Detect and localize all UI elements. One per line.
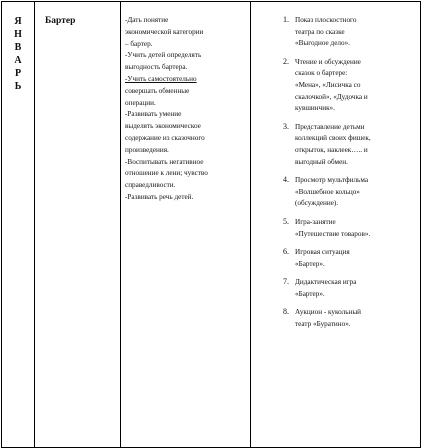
task-line: -Учить детей определять [125, 51, 202, 60]
month-letter: Ь [14, 81, 22, 92]
event-line: выгодный обмен. [295, 157, 348, 166]
event-item [291, 121, 414, 168]
table-row [2, 2, 421, 448]
topic-cell [35, 2, 121, 448]
task-line: экономической категории [125, 27, 204, 36]
event-line: коллекций своих фишек, [295, 134, 371, 143]
task-line: выделять экономическое [125, 122, 201, 131]
event-item [291, 56, 414, 115]
event-line: Дидактическая игра [295, 278, 357, 287]
event-line: «Выгодное дело». [295, 39, 350, 48]
event-line: «Волшебное кольцо» [295, 187, 360, 196]
event-line: кувшинчик». [295, 104, 335, 113]
event-line: «Бартер». [295, 289, 325, 298]
task-line: операции. [125, 98, 156, 107]
tasks-cell [121, 2, 251, 448]
event-item [291, 306, 414, 330]
event-line: Показ плоскостного [295, 16, 357, 24]
month-cell [2, 2, 35, 448]
month-letter: В [14, 42, 22, 53]
task-line: совершать обменные [125, 86, 190, 95]
event-item [291, 216, 414, 240]
task-line: – бартер. [125, 39, 153, 48]
event-line: скалочкой», «Дудочка и [295, 92, 368, 101]
task-line: отношение к лени; чувство [125, 169, 208, 178]
month-letter: Н [14, 29, 22, 40]
month-letter: Я [14, 16, 22, 27]
topic-title: Бартер [45, 16, 76, 26]
task-line: -Развивать умение [125, 110, 182, 119]
task-line: содержание из сказочного [125, 133, 205, 142]
event-line: театра по сказке [295, 27, 345, 36]
event-line: Представление детьми [295, 122, 365, 131]
event-item [291, 246, 414, 270]
event-line: (обсуждение). [295, 199, 339, 208]
event-item [291, 174, 414, 210]
event-line: Игровая ситуация [295, 248, 350, 257]
events-list [251, 2, 420, 331]
task-line: -Развивать речь детей. [125, 192, 194, 201]
event-line: «Бартер». [295, 259, 325, 268]
event-line: Аукцион - кукольный [295, 308, 362, 317]
task-line: -Дать понятие [125, 16, 169, 24]
month-letter: А [14, 55, 22, 66]
event-item [291, 14, 414, 50]
task-line: -Воспитывать негативное [125, 157, 204, 166]
task-line: произведения. [125, 145, 169, 154]
month-letter: Р [14, 68, 22, 79]
lesson-plan-table [1, 1, 421, 448]
event-item [291, 276, 414, 300]
event-line: «Путешествие товаров». [295, 229, 371, 238]
events-ordered-list [251, 2, 420, 331]
event-line: Игра-занятие [295, 217, 336, 226]
event-line: Чтение и обсуждение [295, 57, 361, 66]
event-line: сказок о бартере: [295, 69, 348, 78]
task-line: справедливости. [125, 181, 176, 190]
event-line: Просмотр мультфильма [295, 176, 369, 185]
tasks-list [121, 2, 250, 204]
events-cell [251, 2, 421, 448]
task-line: выгодность бартера. [125, 63, 188, 72]
event-line: «Мена», «Лисичка со [295, 80, 361, 89]
month-label [2, 2, 34, 92]
task-line: -Учить самостоятельно [125, 74, 197, 83]
event-line: открыток, наклеек….. и [295, 145, 368, 154]
event-line: театр «Буратино». [295, 320, 351, 329]
